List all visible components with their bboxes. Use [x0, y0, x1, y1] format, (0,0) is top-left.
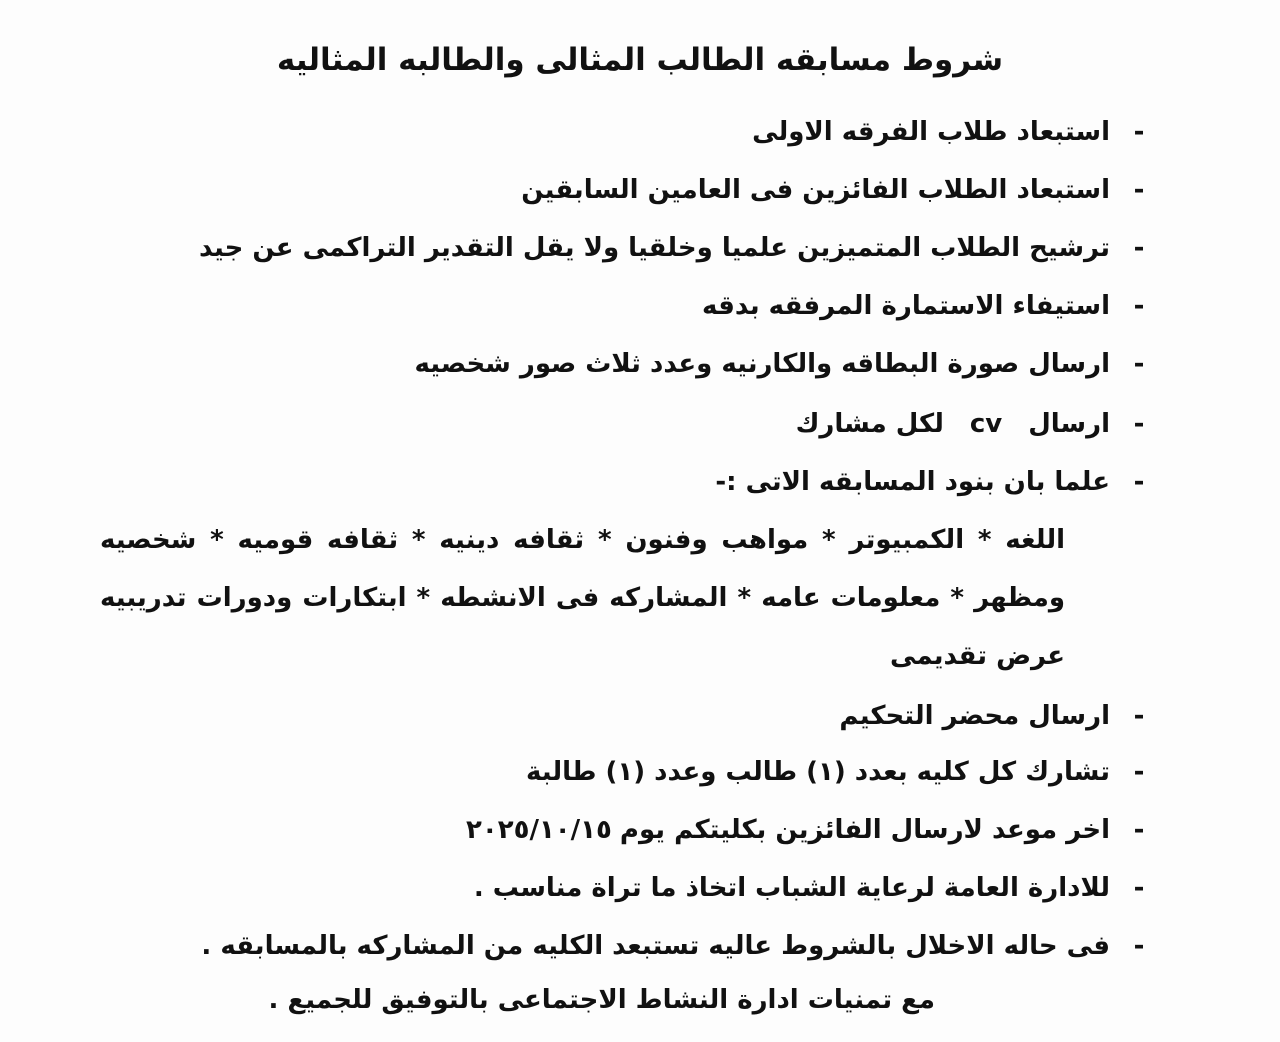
condition-text: للادارة العامة لرعاية الشباب اتخاذ ما تراة مناسب . [473, 873, 1110, 903]
bullet-dash: - [1133, 701, 1145, 731]
bullet-dash: - [1133, 117, 1145, 147]
bullet-dash: - [1133, 233, 1145, 263]
cv-prefix: ارسال [1028, 409, 1110, 439]
condition-item [414, 344, 1145, 384]
bullet-dash: - [1133, 467, 1145, 497]
competition-items-line: اللغه * الكمبيوتر * مواهب وفنون * ثقافه دينيه * ثقافه قوميه * شخصيه [100, 525, 1065, 555]
condition-item [473, 868, 1145, 908]
condition-text: تشارك كل كليه بعدد (١) طالب وعدد (١) طالبة [526, 757, 1110, 787]
condition-item [201, 926, 1145, 966]
condition-text: استيفاء الاستمارة المرفقه بدقه [702, 291, 1110, 321]
document-title: شروط مسابقه الطالب المثالى والطالبه المثاليه [276, 42, 1004, 78]
condition-text: فى حاله الاخلال بالشروط عاليه تستبعد الكليه من المشاركه بالمسابقه . [201, 931, 1110, 961]
competition-items-line: ومظهر * معلومات عامه * المشاركه فى الانشطه * ابتكارات ودورات تدريبيه [100, 583, 1065, 613]
condition-item [526, 752, 1145, 792]
condition-text: استبعاد الطلاب الفائزين فى العامين السابقين [521, 175, 1110, 205]
condition-item-cv [795, 404, 1145, 444]
cv-suffix: لكل مشارك [795, 409, 944, 439]
condition-text: ارسال محضر التحكيم [839, 701, 1110, 731]
bullet-dash: - [1133, 931, 1145, 961]
condition-item [839, 696, 1145, 736]
bullet-dash: - [1133, 409, 1145, 439]
condition-text: ارسال صورة البطاقه والكارنيه وعدد ثلاث صور شخصيه [414, 349, 1110, 379]
bullet-dash: - [1133, 757, 1145, 787]
cv-label: cv [969, 409, 1003, 439]
closing-line: مع تمنيات ادارة النشاط الاجتماعى بالتوفيق للجميع . [268, 985, 935, 1015]
deadline-text: اخر موعد لارسال الفائزين بكليتكم يوم [619, 815, 1110, 845]
condition-item [198, 228, 1145, 268]
bullet-dash: - [1133, 873, 1145, 903]
bullet-dash: - [1133, 291, 1145, 321]
condition-text: ترشيح الطلاب المتميزين علميا وخلقيا ولا يقل التقدير التراكمى عن جيد [198, 233, 1110, 263]
condition-text: استبعاد طلاب الفرقه الاولى [752, 117, 1110, 147]
bullet-dash: - [1133, 175, 1145, 205]
competition-items-line: عرض تقديمى [890, 641, 1065, 671]
deadline-date: ٢٠٢٥/١٠/١٥ [465, 815, 612, 845]
bullet-dash: - [1133, 815, 1145, 845]
condition-item [702, 286, 1145, 326]
bullet-dash: - [1133, 349, 1145, 379]
competition-intro-text: علما بان بنود المسابقه الاتى :- [715, 467, 1110, 497]
competition-intro [715, 462, 1145, 502]
condition-item [521, 170, 1145, 210]
condition-item [752, 112, 1145, 152]
deadline-item [465, 810, 1145, 850]
